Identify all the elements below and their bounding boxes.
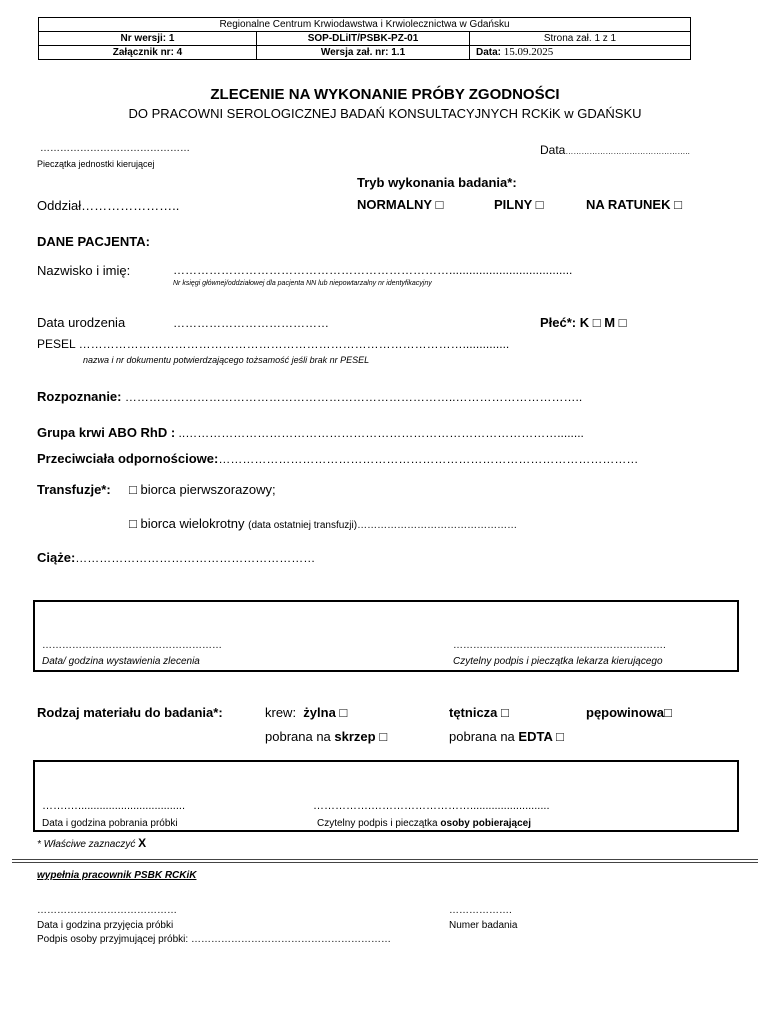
institution-name: Regionalne Centrum Krwiodawstwa i Krwiolecznictwa w Gdańsku [39, 18, 691, 32]
blood-group-field[interactable] [37, 425, 584, 440]
material-blood [265, 705, 347, 720]
transfusions-label: Transfuzje*: [37, 482, 111, 497]
pregnancies-dots: …………………………………………………… [75, 551, 316, 565]
material-label: Rodzaj materiału do badania*: [37, 705, 223, 720]
diagnosis-field[interactable] [37, 389, 582, 404]
test-number-label: Numer badania [449, 920, 518, 931]
stamp-dots[interactable]: ……………………………………… [40, 143, 190, 154]
venous-checkbox[interactable]: żylna □ [303, 705, 348, 720]
name-note: Nr księgi głównej/oddziałowej dla pacjenta NN lub niepowtarzalny nr identyfikacyjny [173, 280, 432, 287]
page-subtitle: DO PRACOWNI SEROLOGICZNEJ BADAŃ KONSULTACYJNYCH RCKiK w GDAŃSKU [128, 106, 642, 121]
first-time-recipient-checkbox[interactable]: □ biorca pierwszorazowy; [129, 482, 276, 497]
last-transfusion-note: (data ostatniej transfuzji) [248, 520, 358, 531]
edta-option[interactable] [449, 729, 564, 744]
antibodies-dots: …………………………………………………………………………………………… [218, 452, 639, 466]
collector-signature-label [317, 818, 531, 829]
page-count: Strona zał. 1 z 1 [470, 32, 691, 46]
repeat-recipient-checkbox[interactable]: □ biorca wielokrotny [129, 516, 245, 531]
blood-group-label: Grupa krwi ABO RhD : [37, 425, 176, 440]
collector-label-prefix: Czytelny podpis i pieczątka [317, 818, 438, 829]
divider-bottom [12, 862, 758, 863]
attachment-number: Załącznik nr: 4 [39, 46, 257, 60]
document-header-table [38, 17, 691, 60]
department-field[interactable]: Oddział………………….. [37, 198, 180, 213]
last-transfusion-dots: ………………………………………… [357, 520, 518, 531]
attachment-version: Wersja zał. nr: 1.1 [257, 46, 470, 60]
blood-label: krew: [265, 705, 297, 720]
staff-heading: wypełnia pracownik PSBK RCKiK [37, 870, 197, 881]
diagnosis-dots: ………………………………………………………………………..………………………….. [121, 390, 583, 404]
pregnancies-field[interactable] [37, 550, 315, 565]
receiver-signature-field[interactable]: Podpis osoby przyjmującej próbki: …………………………………………………… [37, 934, 391, 945]
diagnosis-label: Rozpoznanie: [37, 389, 122, 404]
birth-field[interactable]: ………………………………… [173, 316, 329, 330]
doctor-signature-label: Czytelny podpis i pieczątka lekarza kierującego [453, 656, 663, 667]
header-date-label: Data: [476, 47, 502, 58]
mode-normal-checkbox[interactable]: NORMALNY □ [357, 197, 444, 212]
footnote-mark: X [138, 836, 147, 850]
patient-heading: DANE PACJENTA: [37, 234, 150, 249]
edta-prefix: pobrana na [449, 729, 515, 744]
repeat-recipient-field[interactable] [129, 516, 517, 531]
antibodies-label: Przeciwciała odpornościowe: [37, 451, 219, 466]
collector-signature-field[interactable]: …………….……………………….......................... [313, 800, 550, 812]
arterial-checkbox[interactable]: tętnicza □ [449, 705, 509, 720]
collection-signature-box [33, 760, 739, 832]
sop-code: SOP-DLiIT/PSBK-PZ-01 [257, 32, 470, 46]
order-datetime-field[interactable]: ……………………………………………… [42, 640, 222, 651]
version-number: Nr wersji: 1 [39, 32, 257, 46]
date-dots: ……………………………………….. [565, 147, 690, 156]
blood-group-dots: ..…………………………………………………………………………………........ [175, 426, 584, 440]
pregnancies-label: Ciąże: [37, 550, 76, 565]
divider-top [12, 859, 758, 860]
antibodies-field[interactable] [37, 451, 638, 466]
page-title: ZLECENIE NA WYKONANIE PRÓBY ZGODNOŚCI [210, 86, 560, 103]
test-number-field[interactable]: ………………. [449, 905, 512, 916]
mode-emergency-checkbox[interactable]: NA RATUNEK □ [586, 197, 682, 212]
collector-label-bold: osoby pobierającej [440, 818, 531, 829]
clot-option[interactable] [265, 729, 387, 744]
header-date [470, 46, 691, 60]
name-field[interactable]: ……………………………………………………………..................................... [173, 263, 573, 277]
receipt-datetime-label: Data i godzina przyjęcia próbki [37, 920, 174, 931]
collection-datetime-field[interactable]: …….…................................... [42, 800, 186, 812]
pesel-field[interactable]: PESEL …………………………………………………………………………………….............. [37, 337, 510, 351]
date-field[interactable] [540, 143, 690, 157]
name-label: Nazwisko i imię: [37, 263, 131, 278]
umbilical-checkbox[interactable]: pępowinowa□ [586, 705, 672, 720]
stamp-label: Pieczątka jednostki kierującej [37, 159, 155, 169]
header-date-value: 15.09.2025 [503, 46, 554, 58]
receipt-datetime-field[interactable]: …………………………………… [37, 905, 177, 916]
mode-urgent-checkbox[interactable]: PILNY □ [494, 197, 544, 212]
birth-label: Data urodzenia [37, 315, 126, 330]
date-label: Data [540, 143, 566, 157]
collection-datetime-label: Data i godzina pobrania próbki [42, 818, 178, 829]
edta-checkbox[interactable]: EDTA □ [518, 729, 564, 744]
clot-checkbox[interactable]: skrzep □ [334, 729, 388, 744]
order-signature-box [33, 600, 739, 672]
mode-label: Tryb wykonania badania*: [357, 175, 517, 190]
clot-prefix: pobrana na [265, 729, 331, 744]
footnote [37, 836, 146, 850]
order-datetime-label: Data/ godzina wystawienia zlecenia [42, 656, 200, 667]
sex-checkboxes[interactable]: Płeć*: K □ M □ [540, 315, 627, 330]
pesel-note: nazwa i nr dokumentu potwierdzającego tożsamość jeśli brak nr PESEL [83, 355, 370, 365]
footnote-text: * Właściwe zaznaczyć [37, 839, 136, 850]
doctor-signature-field[interactable]: ………………………………………………………. [453, 640, 666, 651]
